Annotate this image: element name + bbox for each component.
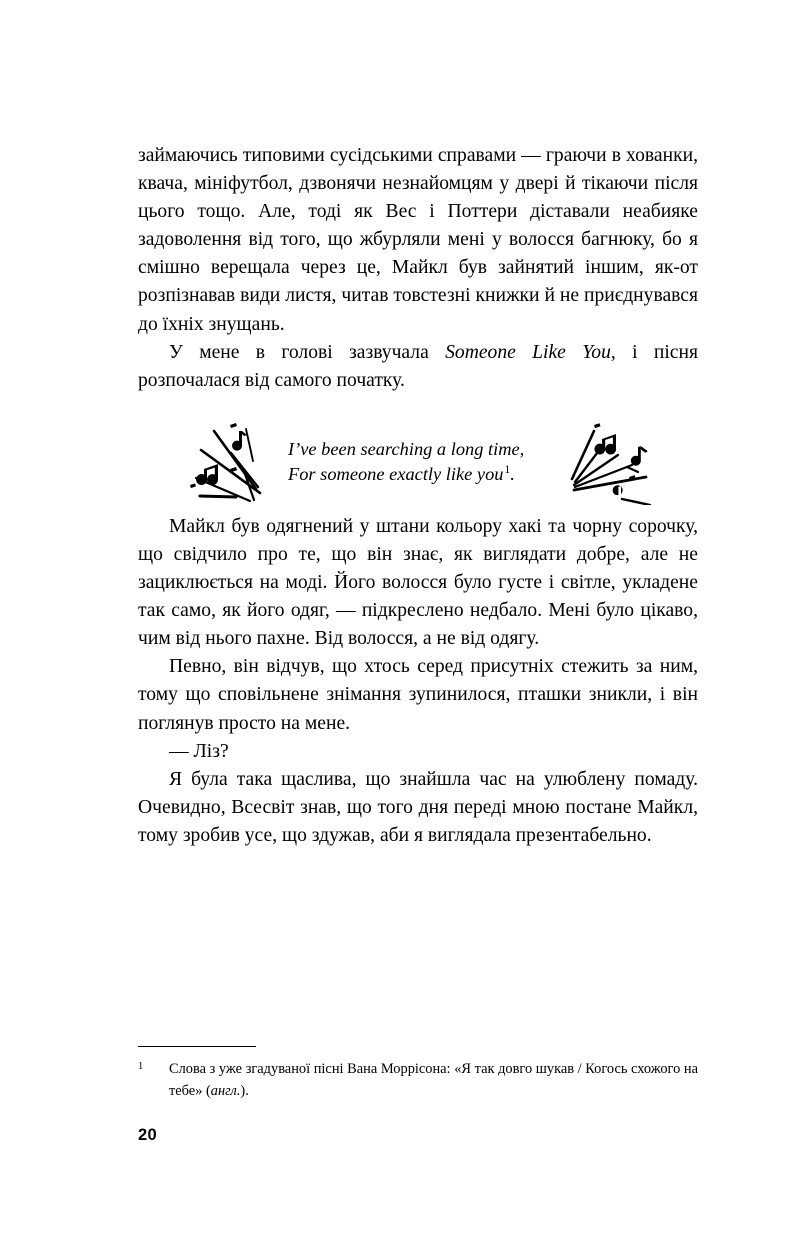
lyric-line-1: I’ve been searching a long time, — [288, 438, 525, 459]
lyric-text — [288, 437, 558, 487]
lyric-footnote-marker: 1 — [504, 463, 511, 476]
paragraph-he-felt: Певно, він відчув, що хтось серед присутніх стежить за ним, тому що сповільнене знімання зупинилося, пташки зникли, і він поглянув просто на мене. — [138, 656, 698, 734]
lyric-inner — [138, 395, 698, 513]
paragraph-lipstick: Я була така щаслива, що знайшла час на улюблену помаду. Очевидно, Всесвіт знав, що того дня переді мною постане Майкл, тому зробив усе, що здужав, аби я виглядала презентабельно. — [138, 768, 698, 846]
lyric-line-2-end: . — [510, 463, 515, 484]
music-notes-burst-right-icon — [566, 417, 666, 510]
main-text-column — [138, 142, 698, 850]
paragraph-text-before-title: У мене в голові зазвучала — [169, 341, 446, 363]
paragraph-dialogue: — Ліз? — [169, 740, 229, 762]
paragraph-song-started — [138, 339, 698, 395]
paragraph-continued: займаючись типовими сусідськими справами — граючи в хованки, квача, мініфутбол, дзвонячи незнайомцям у двері й тікаючи після цього тощо. Але, тоді як Вес і Поттери діставали неабияке задоволення від того, що жбурляли мені у волосся багнюку, бо я смішно верещала через це, Майкл був зайнятий іншим, як-от розпізнавав види листя, читав товстезні книжки й не приєднувався до їхніх знущань. — [138, 145, 698, 335]
lyric-ornament-block — [138, 395, 698, 513]
song-title: Someone Like You — [445, 341, 611, 363]
footnote-text-part-2: ). — [240, 1082, 249, 1099]
footnote-area — [138, 1046, 698, 1102]
footnote-text-part-1: Слова з уже згадуваної пісні Вана Моррісона: «Я так довго шукав / Когось схожого на тебе» ( — [169, 1061, 698, 1099]
footnote-marker: 1 — [138, 1061, 144, 1072]
footnote-language-abbr: англ. — [210, 1082, 241, 1099]
music-notes-burst-left-icon — [184, 417, 280, 508]
paragraph-text-after-title: , і пісня розпочалася від самого початку. — [138, 341, 698, 391]
paragraph-michael-clothes: Майкл був одягнений у штани кольору хакі та чорну сорочку, що свідчило про те, що він знає, як виглядати добре, але не зациклюється на моді. Його волосся було густе і світле, укладене так само, як його одяг, — підкреслено недбало. Мені було цікаво, чим від нього пахне. Від волосся, а не від одягу. — [138, 515, 698, 650]
footnote-separator-rule — [138, 1046, 256, 1047]
lyric-line-2: For someone exactly like you — [288, 463, 504, 484]
page-number: 20 — [138, 1126, 157, 1144]
footnote-entry — [138, 1059, 698, 1102]
